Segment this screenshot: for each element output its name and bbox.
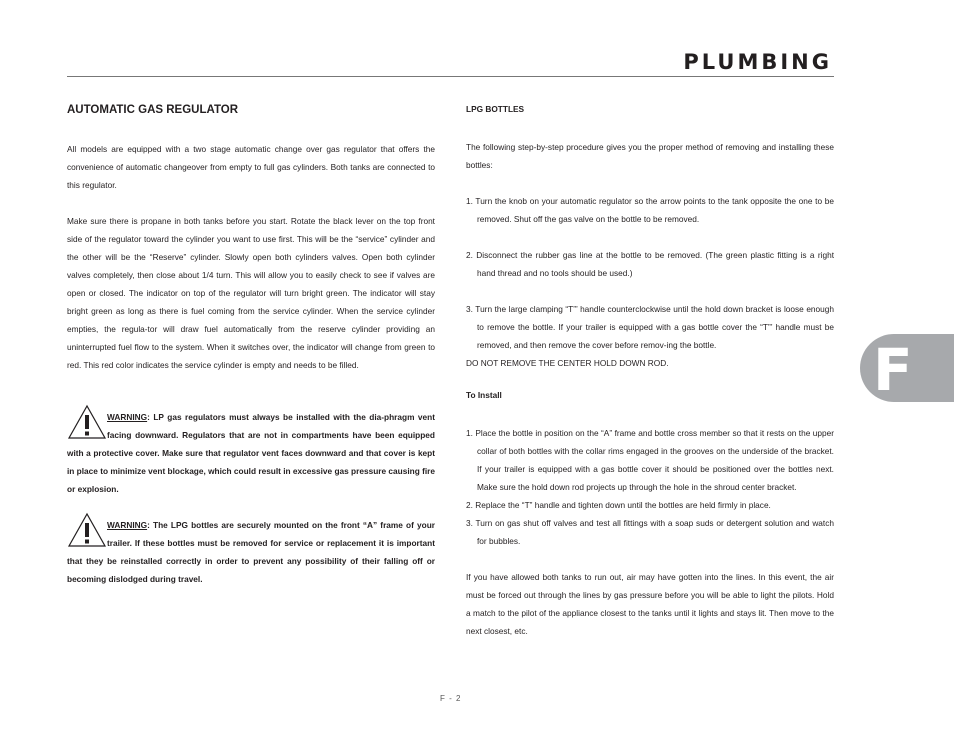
warning-text: : LP gas regulators must always be installed with the dia-phragm vent facing downward. Regulators that are not in compartments have been equipped with a protective cover. Make sure that regulator vent faces downward and that cover is kept in place to minimize vent blockage, which could result in excessive gas pressure causing fire or explosion. [67, 412, 435, 494]
install-step: 3. Turn on gas shut off valves and test all fittings with a soap suds or detergent solution and watch for bubbles. [466, 518, 834, 546]
closing-paragraph: If you have allowed both tanks to run out, air may have gotten into the lines. In this event, the air must be forced out through the lines by gas pressure before you will be able to light the pilots. Hold a match to the pilot of the appliance closest to the tanks until it lights and stays lit. Then move to the next closest, etc. [466, 572, 834, 636]
warning-label: WARNING [107, 412, 148, 422]
remove-step: 2. Disconnect the rubber gas line at the bottle to be removed. (The green plastic fitting is a right hand thread and no tools should be used.) [466, 250, 834, 278]
section-heading-install: To Install [466, 390, 502, 400]
install-step: 1. Place the bottle in position on the “A” frame and bottle cross member so that it rests on the upper collar of both bottles with the collar rims engaged in the grooves on the underside of the bracket. If your trailer is equipped with a gas bottle cover it should be positioned over the bottles next. Make sure the hold down rod projects up through the hole in the shroud center bracket. [466, 428, 834, 492]
section-heading-lpg: LPG BOTTLES [466, 104, 525, 114]
page-number: F - 2 [440, 694, 462, 703]
regulator-intro-paragraph: All models are equipped with a two stage automatic change over gas regulator that offers the convenience of automatic changeover from empty to full gas cylinders. Both tanks are connected to this regulator. [67, 144, 435, 190]
regulator-instructions-paragraph: Make sure there is propane in both tanks before you start. Rotate the black lever on the top front side of the regulator toward the cylinder you want to use first. This will be the “service” cylinder and the other will be the “Reserve” cylinder. Slowly open both cylinders valves. Open both cylinder valves completely, then close about 1/4 turn. This will allow you to easily check to see if valves are open or closed. The indicator on top of the regulator will turn bright green. The indicator will stay bright green as long as there is fuel coming from the service cylinder. When the service cylinder empties, the regula-tor will draw fuel automatically from the reserve cylinder providing an uninterrupted fuel flow to the system. When it switches over, the indicator will change from green to red. This red color indicates the service cylinder is empty and needs to be filled. [67, 216, 435, 370]
left-column [67, 100, 435, 588]
warning-text: : The LPG bottles are securely mounted on the front “A” frame of your trailer. If these bottles must be removed for service or replacement it is important that they be reinstalled correctly in order to prevent any possibility of their falling off or becoming dislodged during travel. [67, 520, 435, 584]
warning-label: WARNING [107, 520, 148, 530]
page-title: PLUMBING [683, 50, 832, 74]
caution-text: DO NOT REMOVE THE CENTER HOLD DOWN ROD. [466, 358, 669, 368]
section-tab-letter: F [873, 336, 913, 404]
section-heading-regulator: AUTOMATIC GAS REGULATOR [67, 104, 239, 116]
header-divider [67, 76, 834, 77]
remove-step: 3. Turn the large clamping “T”’ handle counterclockwise until the hold down bracket is loose enough to remove the bottle. If your trailer is equipped with a gas bottle cover the “T”’ handle must be removed, and then remove the cover before remov-ing the bottle. [466, 304, 834, 350]
warning-triangle-icon [67, 404, 107, 440]
warning-triangle-icon [67, 512, 107, 548]
remove-step: 1. Turn the knob on your automatic regulator so the arrow points to the tank opposite the one to be removed. Shut off the gas valve on the bottle to be removed. [466, 196, 834, 224]
right-column [466, 100, 834, 640]
lpg-intro-paragraph: The following step-by-step procedure gives you the proper method of removing and installing these bottles: [466, 142, 834, 170]
warning-block-vent [67, 408, 435, 498]
warning-block-mounting [67, 516, 435, 588]
install-step: 2. Replace the “T” handle and tighten down until the bottles are held firmly in place. [466, 500, 771, 510]
